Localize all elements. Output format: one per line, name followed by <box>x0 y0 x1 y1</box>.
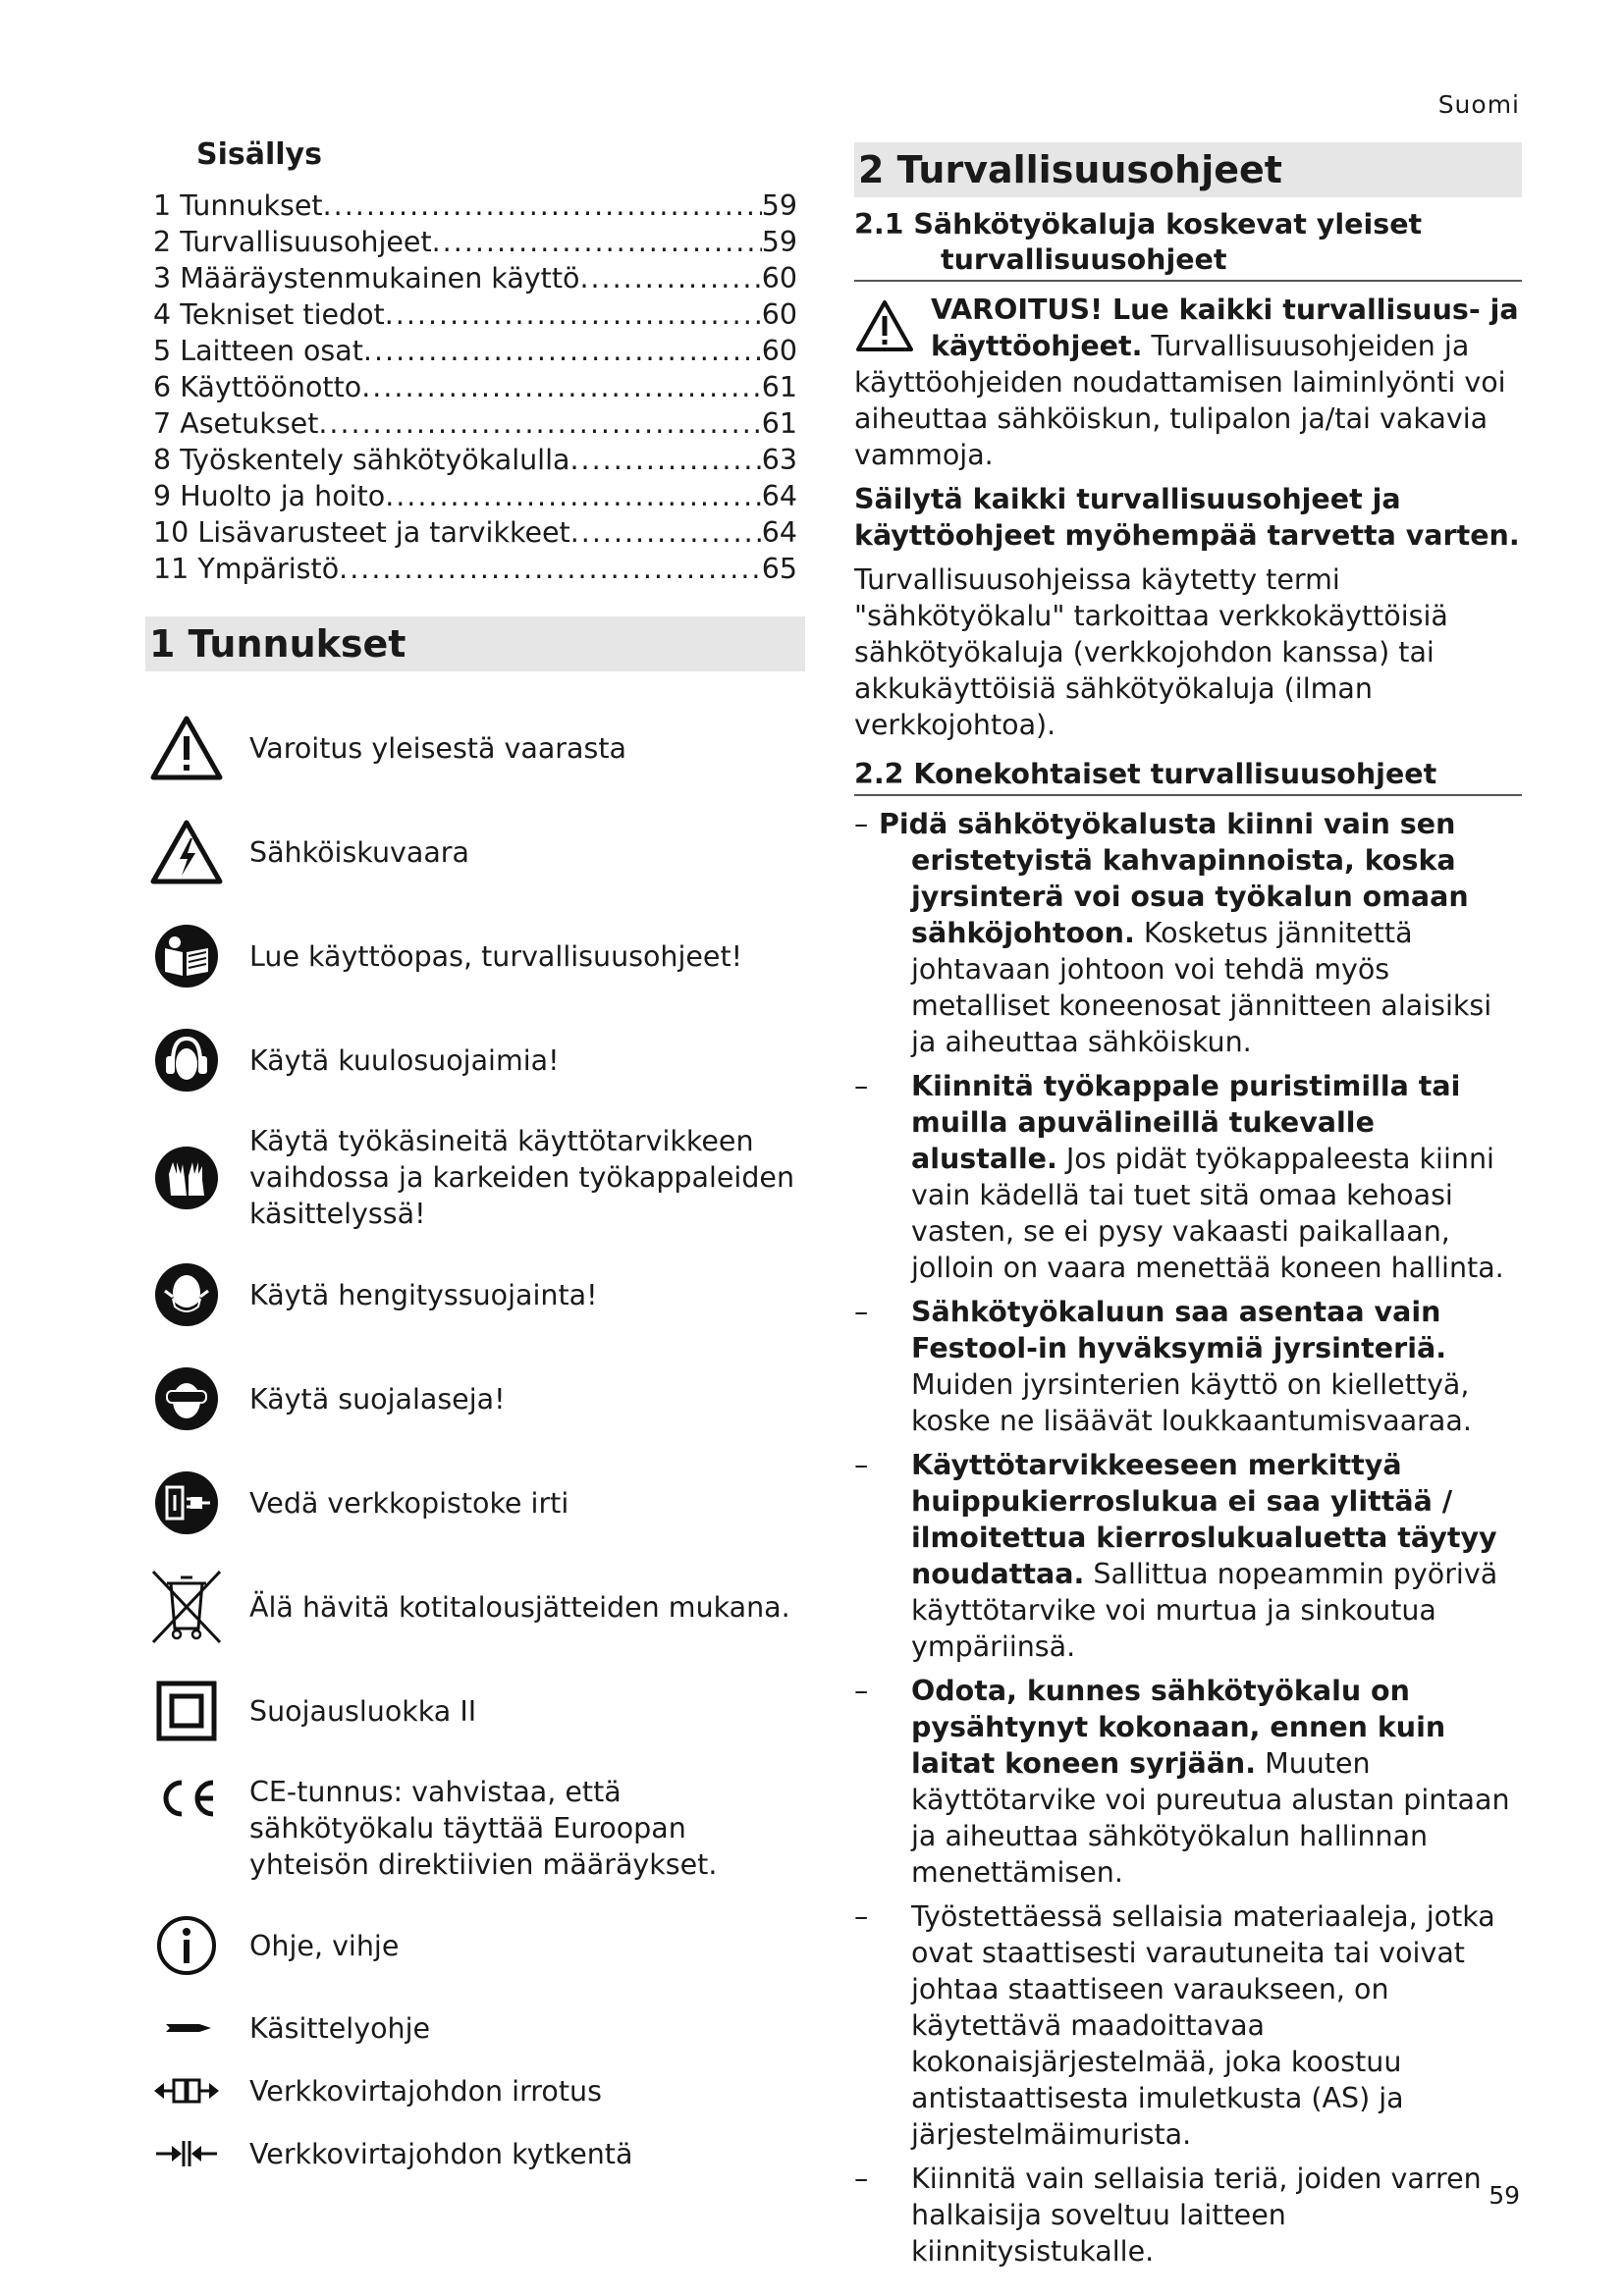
read-manual-icon <box>145 915 228 997</box>
symbol-row: Älä hävitä kotitalousjätteiden mukana. <box>145 1566 805 1648</box>
symbol-row: Käytä kuulosuojaimia! <box>145 1019 805 1101</box>
toc-item[interactable]: 9 Huolto ja hoito ..... 64 <box>153 478 797 514</box>
list-item: – Pidä sähkötyökalusta kiinni vain sen eristetyistä kahvapinnoista, koska jyrsinterä voi osua työkalun omaan sähköjohtoon. Kosketus jännitettä johtavaan johtoon voi tehdä myös metalliset koneenosat jännitteen alaisiksi ja aiheuttaa sähköiskun. <box>854 808 1492 1058</box>
cord-disconnect-icon <box>145 2071 228 2110</box>
safety-goggles-icon <box>145 1358 228 1440</box>
toc-item[interactable]: 10 Lisävarusteet ja tarvikkeet ..... 64 <box>153 514 797 551</box>
ear-protection-icon <box>145 1019 228 1101</box>
protection-class-2-icon <box>145 1670 228 1752</box>
toc-item[interactable]: 8 Työskentely sähkötyökalulla ..... 63 <box>153 442 797 478</box>
respirator-icon <box>145 1254 228 1336</box>
subsection-heading-2-1: 2.1 Sähkötyökaluja koskevat yleiset turvallisuusohjeet <box>854 207 1522 282</box>
toc-item[interactable]: 5 Laitteen osat ..... 60 <box>153 333 797 369</box>
cord-connect-icon <box>145 2134 228 2173</box>
symbol-row: Käsittelyohje <box>145 2008 805 2048</box>
electric-shock-icon <box>145 811 228 893</box>
page-number: 59 <box>1489 2181 1520 2210</box>
list-item: – Työstettäessä sellaisia materiaaleja, jotka ovat staattisesti varautuneita tai voivat johtaa staattiseen varaukseen, on käytettävä maadoittavaa kokonaisjärjestelmää, joka koostuu antistaattisesta imuletkusta (AS) ja järjestelmäimurista. <box>854 1900 1495 2151</box>
symbol-row: Verkkovirtajohdon irrotus <box>145 2071 805 2110</box>
toc-item[interactable]: 2 Turvallisuusohjeet ..... 59 <box>153 224 797 260</box>
warning-block: VAROITUS! Lue kaikki turvallisuus- ja käyttöohjeet. Turvallisuusohjeiden ja käyttöohjeiden noudattamisen laiminlyönti voi aiheuttaa sähköiskun, tulipalon ja/tai vakavia vammoja. <box>854 294 1519 471</box>
symbol-row: Verkkovirtajohdon kytkentä <box>145 2134 805 2173</box>
toc-item[interactable]: 7 Asetukset ..... 61 <box>153 405 797 442</box>
toc-item[interactable]: 11 Ympäristö ..... 65 <box>153 551 797 587</box>
right-column <box>854 142 1522 2277</box>
warning-triangle-icon <box>145 707 228 789</box>
toc-item[interactable]: 3 Määräystenmukainen käyttö ..... 60 <box>153 260 797 296</box>
toc-item[interactable]: 6 Käyttöönotto ..... 61 <box>153 369 797 405</box>
symbol-row: Käytä työkäsineitä käyttötarvikkeen vaihdossa ja karkeiden työkappaleiden käsittelyssä! <box>145 1123 805 1232</box>
list-item: – Odota, kunnes sähkötyökalu on pysähtynyt kokonaan, ennen kuin laitat koneen syrjään. Muuten käyttötarvike voi pureutua alustan pintaan ja aiheuttaa sähkötyökalun hallinnan menettämisen. <box>854 1675 1510 1889</box>
toc-item[interactable]: 1 Tunnukset ..... 59 <box>153 187 797 224</box>
symbol-row: Käytä suojalaseja! <box>145 1358 805 1440</box>
language-label: Suomi <box>1437 90 1520 119</box>
symbol-row: Lue käyttöopas, turvallisuusohjeet! <box>145 915 805 997</box>
symbol-row: Vedä verkkopistoke irti <box>145 1462 805 1544</box>
symbol-row: CE-tunnus: vahvistaa, että sähkötyökalu täyttää Euroopan yhteisön direktiivien määräykset. <box>145 1774 805 1883</box>
symbol-row: Suojausluokka II <box>145 1670 805 1752</box>
symbol-list <box>145 707 805 2173</box>
symbol-row: Ohje, vihje <box>145 1904 805 1987</box>
warning-triangle-icon <box>854 295 915 356</box>
symbol-row: Varoitus yleisestä vaarasta <box>145 707 805 789</box>
list-item: – Sähkötyökaluun saa asentaa vain Festool-in hyväksymiä jyrsinteriä. Muiden jyrsinterien käyttö on kiellettyä, koske ne lisäävät loukkaantumisvaaraa. <box>854 1296 1472 1437</box>
term-definition-text: Turvallisuusohjeissa käytetty termi "sähkötyökalu" tarkoittaa verkkokäyttöisiä sähkötyökaluja (verkkojohdon kanssa) tai akkukäyttöisiä sähkötyökaluja (ilman verkkojohtoa). <box>854 563 1448 741</box>
list-item: – Kiinnitä työkappale puristimilla tai muilla apuvälineillä tukevalle alustalle. Jos pidät työkappaleesta kiinni vain kädellä tai tuet sitä omaa kehoasi vasten, se ei pysy vakaasti paikallaan, jolloin on vaara menettää koneen hallinta. <box>854 1070 1504 1284</box>
gloves-icon <box>145 1137 228 1219</box>
unplug-icon <box>145 1462 228 1544</box>
safety-instruction-list <box>854 806 1522 2269</box>
ce-mark-icon <box>145 1774 228 1823</box>
section-heading-2: 2 Turvallisuusohjeet <box>854 142 1522 197</box>
list-item: – Kiinnitä vain sellaisia teriä, joiden varren halkaisija soveltuu laitteen kiinnitysistukalle. <box>854 2163 1482 2268</box>
toc-item[interactable]: 4 Tekniset tiedot ..... 60 <box>153 296 797 333</box>
keep-instructions-text: Säilytä kaikki turvallisuusohjeet ja käyttöohjeet myöhempää tarvetta varten. <box>854 483 1520 552</box>
left-column <box>145 137 805 2197</box>
info-icon <box>145 1904 228 1987</box>
table-of-contents <box>145 187 805 587</box>
section-heading-1: 1 Tunnukset <box>145 616 805 671</box>
toc-title: Sisällys <box>196 137 322 172</box>
crossed-bin-icon <box>145 1566 228 1648</box>
symbol-row: Käytä hengityssuojainta! <box>145 1254 805 1336</box>
symbol-row: Sähköiskuvaara <box>145 811 805 893</box>
pointer-arrow-icon <box>145 2008 228 2048</box>
subsection-heading-2-2: 2.2 Konekohtaiset turvallisuusohjeet <box>854 757 1522 796</box>
list-item: – Käyttötarvikkeeseen merkittyä huippukierroslukua ei saa ylittää / ilmoitettua kierroslukualuetta täytyy noudattaa. Sallittua nopeammin pyörivä käyttötarvike voi murtua ja sinkoutua ympäriinsä. <box>854 1449 1498 1663</box>
